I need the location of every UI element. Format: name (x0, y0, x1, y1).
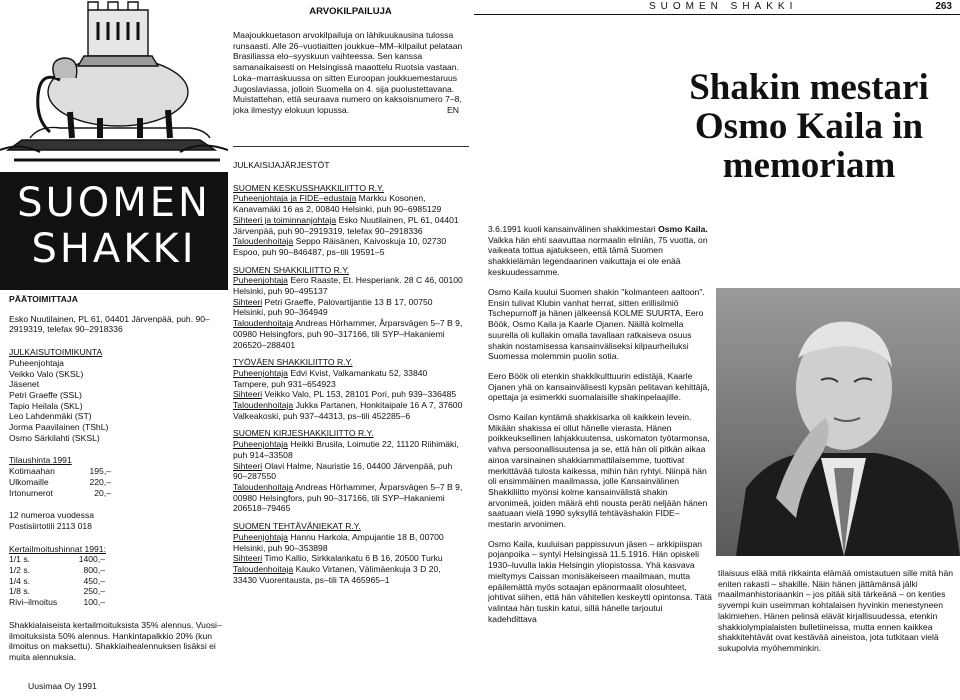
role: Puheenjohtaja (233, 367, 288, 378)
ads-price: 100,– (83, 597, 105, 608)
intro-paragraph: Maajoukkuetason arvokilpailuja on lähikuukausina tulossa runsaasti. Alle 26–vuotiaitten joukkue–MM–kilpailut pelataan Brasiliassa elo–syyskuun vaihteessa. Sen kanssa samanaikaisesti on Helsingissä maaottelu Ruotsia vastaan. Loka–marraskuussa on sitten Euroopan joukkuemestaruus Jugoslaviassa, jolloin Suomella on 4. sija puolustettavana. (233, 30, 463, 94)
ads-label: 1/4 s. (9, 575, 31, 586)
board-item: Veikko Valo (SKSL) (9, 368, 84, 379)
details: Kauko Virtanen, Välimäenkuja 3 D 20, 33430 Vuorentausta, ps–tili TA 465965–1 (233, 563, 441, 585)
right-page (474, 0, 960, 700)
subs-label: Ulkomaille (9, 476, 49, 487)
middle-column (233, 0, 468, 700)
details: Andreas Hörhammer, Årparsvägen 5–7 B 9, 00980 Helsingfors, puh 90–317166, tili SYP–Hakaniemi 206520–288401 (233, 318, 463, 350)
org-section (233, 183, 465, 258)
section-header: ARVOKILPAILUJA (309, 6, 392, 17)
details: Petri Graeffe, Palovartijantie 13 B 17, 00750 Helsinki, puh 90–364949 (233, 296, 433, 318)
board-item: Jäsenet (9, 379, 40, 390)
portrait-photo (716, 288, 960, 556)
org-entry (233, 297, 465, 318)
note-text: Muistattehan, että seuraava numero on kaksoisnumero 7–8, joka ilmestyy elokuun lopussa. (233, 94, 462, 115)
details: Timo Kallio, Sirkkalankatu 6 B 16, 20500 Turku (264, 553, 443, 564)
lead-name: Osmo Kaila. (658, 224, 708, 234)
board-heading: JULKAISUTOIMIKUNTA (9, 347, 103, 358)
subs-price: 20,– (94, 487, 111, 498)
table-row (9, 477, 111, 488)
org-entry (233, 564, 465, 585)
org-name: SUOMEN KESKUSSHAKKILIITTO R.Y. (233, 182, 385, 193)
details: Markku Kosonen, Kanavamäki 16 as 2, 00840 Helsinki, puh 90–6985129 (233, 193, 442, 215)
org-name: TYÖVÄEN SHAKKILIITTO R.Y. (233, 357, 353, 368)
org-entry (233, 439, 465, 460)
signature: EN (447, 104, 459, 115)
article-lead (488, 224, 710, 278)
org-entry (233, 193, 465, 214)
organization-directory (233, 160, 465, 585)
masthead-banner (0, 172, 228, 290)
header-rule (474, 14, 960, 15)
details: Esko Nuutilainen, PL 61, 04401 Järvenpää, puh 90–2919319, telefax 90–2918336 (233, 214, 459, 236)
ads-price: 250,– (83, 586, 105, 597)
table-row (9, 554, 105, 565)
table-row (9, 466, 111, 477)
details: Edvi Kvist, Valkamankatu 52, 33840 Tampere, puh 931–654923 (233, 367, 428, 389)
elephant-castle-logo (0, 0, 228, 170)
ads-price: 450,– (83, 575, 105, 586)
left-column (0, 0, 240, 700)
org-entry (233, 532, 465, 553)
org-entry (233, 482, 465, 514)
subs-table (9, 466, 111, 498)
details: Jukka Partanen, Honkitaipale 16 A 7, 37600 Valkeakoski, puh 937–44313, ps–tili 452285–6 (233, 400, 463, 421)
article-paragraph: Osmo Kaila kuului Suomen shakin "kolmanteen aaltoon". Ensin tulivat Klubin vanhat herrat, sitten erillisilmiö Tschepurnoff ja hänen jälkeensä KOLME SUURTA, Eero Böök, Osmo Kaila ja Kaarle Ojanen. Näillä kolmella suurella oli kullakin omalla tavallaan ratkaiseva osuus shakin nostamisessa kansainväliseksi kilpaurheiluksi Suomessa molemmin puolin sotia. (488, 287, 705, 362)
org-entry (233, 275, 465, 296)
article-column-1 (488, 287, 712, 624)
details: Olavi Halme, Nauristie 16, 04400 Järvenpää, puh 90–287550 (233, 460, 453, 482)
details: Eero Raaste, Et. Hesperiank. 28 C 46, 00100 Helsinki, puh 90–495137 (233, 275, 463, 297)
colophon (9, 294, 231, 663)
org-entry (233, 553, 465, 564)
org-name: SUOMEN SHAKKILIITTO R.Y. (233, 264, 350, 275)
article-column-2 (718, 568, 956, 654)
details: Seppo Räisänen, Kaivoskuja 10, 02730 Espoo, puh 90–846487, ps–tili 19591–5 (233, 236, 447, 257)
org-entry (233, 368, 465, 389)
role: Taloudenhoitaja (233, 563, 294, 574)
giro-text: Postisiirtotili 2113 018 (9, 520, 92, 531)
issues-text: 12 numeroa vuodessa (9, 510, 95, 521)
board-item: Osmo Särkilahti (SKSL) (9, 432, 100, 443)
table-row (9, 586, 105, 597)
role: Taloudenhoitaja (233, 236, 294, 247)
board-item: Puheenjohtaja (9, 357, 64, 368)
role: Puheenjohtaja ja FIDE–edustaja (233, 193, 357, 204)
org-entry (233, 461, 465, 482)
board-item: Tapio Heilala (SKL) (9, 400, 83, 411)
org-entry (233, 215, 465, 236)
lead-rest: Vaikka hän ehti saavuttaa normaalin eliniän, 75 vuotta, on vaikeata tottua ajatukseen, että tämä Suomen shakkielämän legendaarinen vaikuttaja ei ole enää keskuudessamme. (488, 234, 708, 277)
org-section (233, 265, 465, 351)
org-section (233, 428, 465, 514)
role: Sihteeri ja toiminnanjohtaja (233, 214, 337, 225)
printer-text: Uusimaa Oy 1991 (28, 681, 97, 691)
ads-price: 800,– (83, 565, 105, 576)
ads-label: 1/2 s. (9, 565, 31, 576)
role: Sihteeri (233, 389, 263, 400)
printer-line (28, 681, 97, 692)
org-entry (233, 318, 465, 350)
org-entry (233, 389, 465, 400)
table-row (9, 597, 105, 608)
ad-notes: Shakkialaiseista kertailmoituksista 35% alennus. Vuosi–ilmoituksista 50% alennus. Hankintapalkkio 20% (kun ilmoitus on maksettu). Shakkiaihealennuksen lisäksi ei muita alennuksia. (9, 619, 222, 662)
directory-heading: JULKAISIJAJÄRJESTÖT (233, 160, 330, 170)
chief-editor-heading: PÄÄTOIMITTAJA (9, 294, 78, 304)
table-row (9, 488, 111, 499)
role: Taloudenhoitaja (233, 400, 294, 411)
org-entry (233, 236, 465, 257)
lead-date: 3.6.1991 kuoli kansainvälinen shakkimestari (488, 224, 656, 234)
subs-price: 220,– (89, 476, 111, 487)
role: Taloudenhoitaja (233, 481, 294, 492)
running-header (474, 0, 960, 22)
role: Taloudenhoitaja (233, 318, 294, 329)
details: Hannu Harkola, Ampujantie 18 B, 00700 Helsinki, puh 90–353898 (233, 531, 444, 553)
note-paragraph (233, 94, 465, 115)
board-item: Jorma Paavilainen (TShL) (9, 422, 109, 433)
org-name: SUOMEN KIRJESHAKKILIITTO R.Y. (233, 428, 374, 439)
subs-price: 195,– (89, 466, 111, 477)
board-item: Leo Lahdenmäki (ST) (9, 411, 92, 422)
table-row (9, 576, 105, 587)
article-paragraph: Osmo Kaila, kuuluisan pappissuvun jäsen – arkkipiispan pojanpoika – syntyi Helsingissä 11.5.1916. Hän opiskeli 1930–luvulla lakia Helsingin yliopistossa. Yhä kasvava mieltymys Caissan monisäkeiseen maailmaan, mutta epäilemättä myös sotaajan epänormaalit olosuhteet, johtivat siihen, että hän vähitellen keskeytti opintonsa. Tätä valintaa hän tuskin katui, sillä hänelle tarjoutui kadehdittava (488, 538, 712, 624)
ads-label: Rivi–ilmoitus (9, 597, 58, 608)
role: Sihteeri (233, 460, 263, 471)
article-paragraph: Osmo Kailan kyntämä shakkisarka oli kaikkein levein. Mikään shakissa ei ollut hänelle vierasta. Hänen poikkeuksellinen lahjakkuutensa, uskomaton työtarmonsa, vahva persoonallisuutensa ja se, että hän oli pitkän aikaa ainoa varsinainen shakkiammattilaisemme, tuottivat merkittävää tulosta kaikessa, mihin hän ryhtyi. Niinpä hän oli ensimmäinen maailmassa, jolle Kansainvälinen Shakkiliitto myönsi kolme kansainvälistä shakin arvonimeä, joiden määrä ehti nousta peräti neljään hänen saatuaan vielä 1990 syksyllä tehtäväshakin FIDE–mestarin arvonimen. (488, 412, 710, 530)
details: Veikko Valo, PL 153, 28101 Pori, puh 939–336485 (264, 389, 457, 400)
org-section (233, 357, 465, 421)
subs-label: Irtonumerot (9, 487, 53, 498)
table-row (9, 565, 105, 576)
page-number: 263 (935, 1, 952, 12)
subs-heading: Tilaushinta 1991 (9, 455, 72, 466)
subs-label: Kotimaahan (9, 466, 55, 477)
role: Sihteeri (233, 553, 263, 564)
article-paragraph: tilaisuus elää mitä rikkainta elämää omistautuen sille mitä hän eniten rakasti – shakille. Näin hänen jättämänsä jälki maailmanhistoriaankin – jos pitää sitä tärkeänä – on kenties syvempi kuin useimman kohtalaisen hyvinkin menestyneen lakimiehen. Hänen pelinsä elävät kirjallisuudessa, etenkin shakkiolympialaisten bulletiineissa, mutta ennen kaikkea shakkitehtävät ovat kestävää aineistoa, jota tutkitaan vielä sukupolvia myöhemminkin. (718, 568, 954, 653)
role: Sihteeri (233, 296, 263, 307)
intro-article (233, 30, 465, 116)
ads-heading: Kertailmoitushinnat 1991: (9, 543, 106, 554)
ads-table (9, 554, 105, 608)
board-item: Petri Graeffe (SSL) (9, 389, 82, 400)
org-section (233, 521, 465, 585)
board-list (9, 358, 231, 444)
article-paragraph: Eero Böök oli etenkin shakkikulttuurin edistäjä, Kaarle Ojanen yhä on kansainvälisesti kypsän pelitavan kehittäjä, opettaja ja esimerkki suomalaisille shakinpelaajille. (488, 370, 710, 403)
ads-label: 1/1 s. (9, 554, 31, 565)
divider (233, 146, 469, 147)
chief-editor-text: Esko Nuutilainen, PL 61, 04401 Järvenpää, puh. 90–2919319, telefax 90–2918336 (9, 313, 210, 335)
ads-label: 1/8 s. (9, 586, 31, 597)
running-title: SUOMEN SHAKKI (649, 1, 798, 12)
details: Andreas Hörhammer, Årparsvägen 5–7 B 9, 00980 Helsingfors, puh 90–317166, tili SYP–Hakaniemi 206518–79465 (233, 481, 463, 514)
masthead-title: SUOMEN SHAKKI (17, 180, 211, 272)
org-name: SUOMEN TEHTÄVÄNIEKAT R.Y. (233, 521, 361, 532)
ads-price: 1400,– (78, 554, 105, 565)
role: Puheenjohtaja (233, 439, 288, 450)
role: Puheenjohtaja (233, 275, 288, 286)
org-entry (233, 400, 465, 421)
role: Puheenjohtaja (233, 531, 288, 542)
details: Heikki Brusila, Loimutie 22, 11120 Riihimäki, puh 914–33508 (233, 439, 459, 460)
article-headline: Shakin mestari Osmo Kaila in memoriam (689, 67, 929, 186)
